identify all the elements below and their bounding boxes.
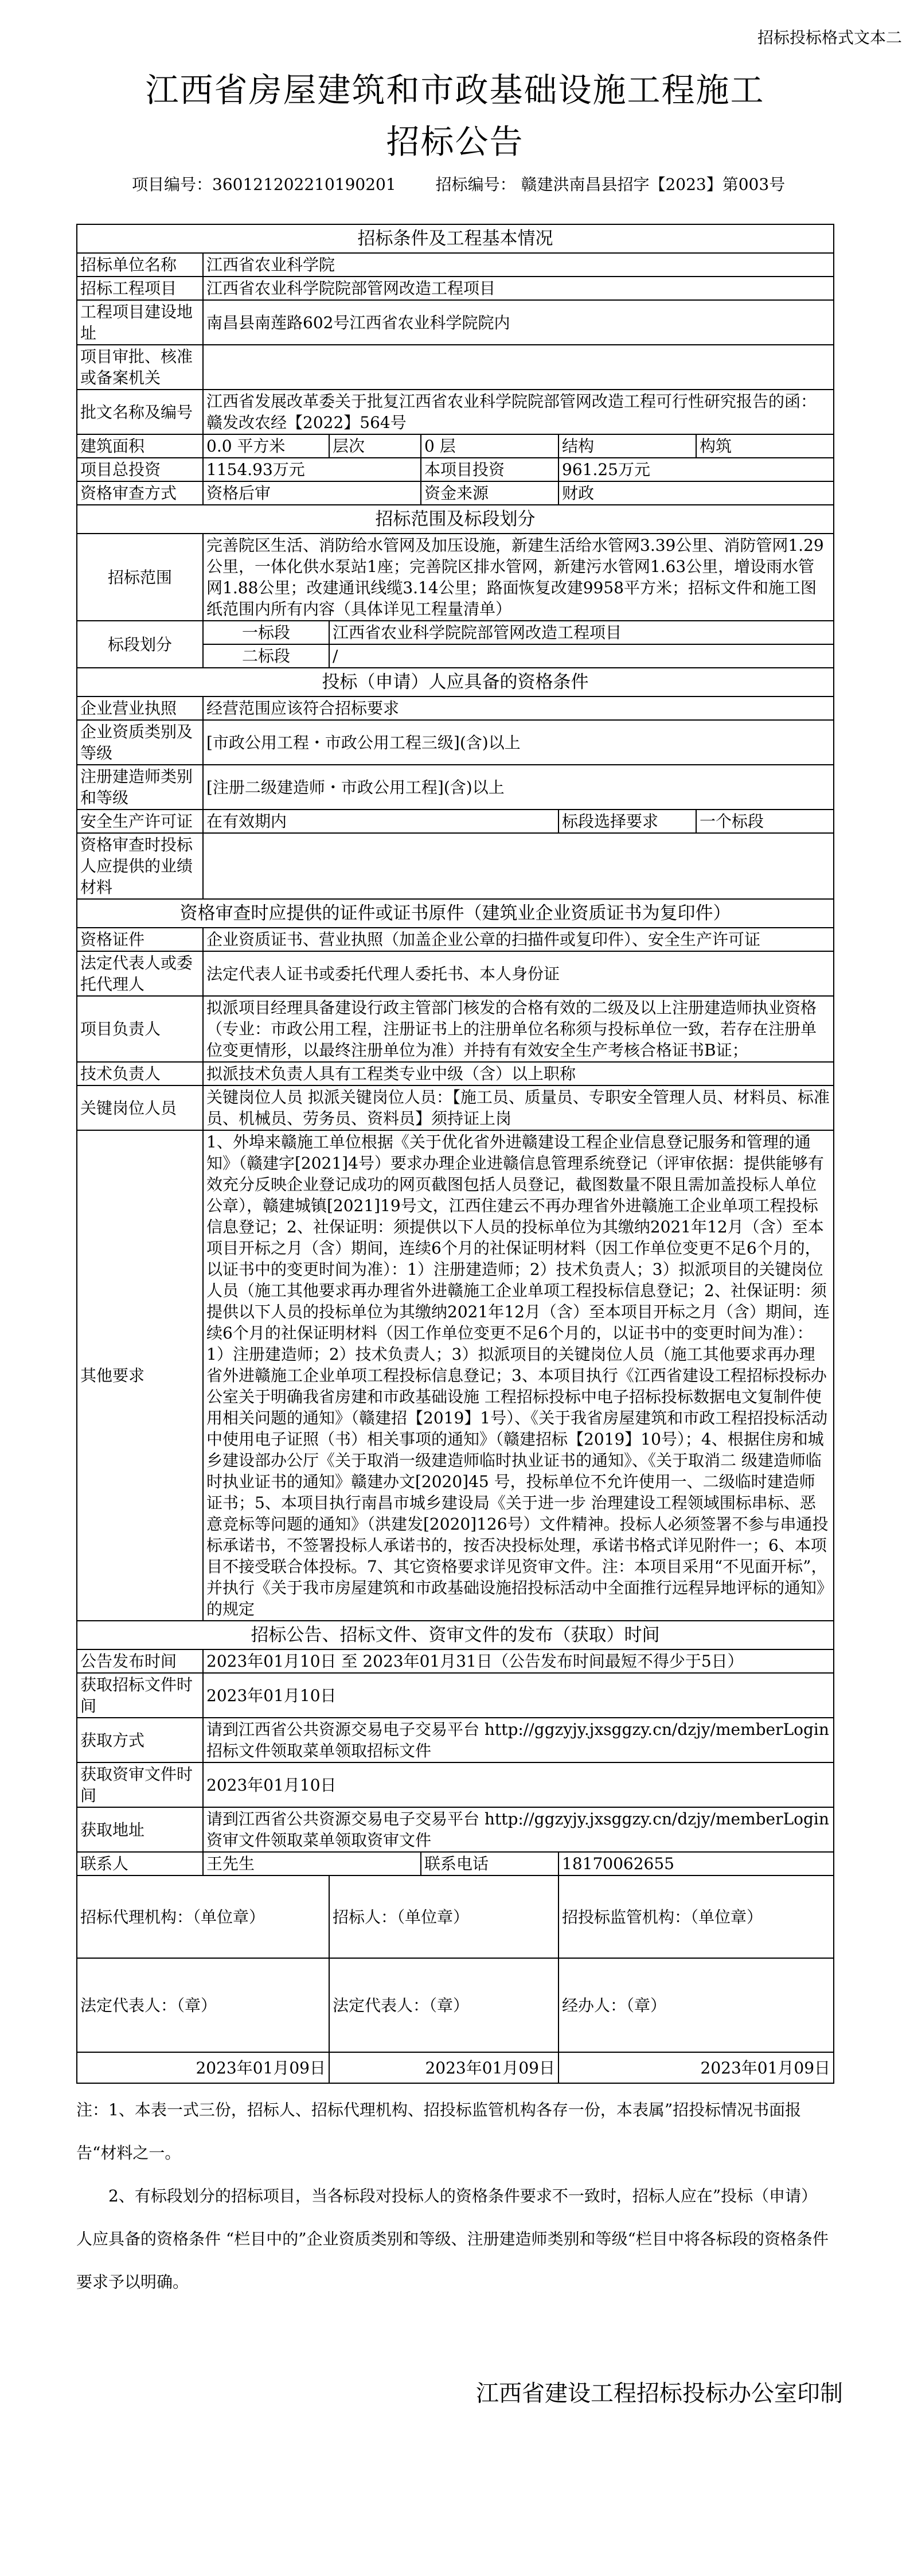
value: 法定代表人证书或委托代理人委托书、本人身份证: [203, 951, 834, 996]
meta-line: [132, 172, 819, 195]
label: 安全生产许可证: [77, 810, 203, 833]
value: 关键岗位人员 拟派关键岗位人员：【施工员、质量员、专职安全管理人员、材料员、标准员、机械员、劳务员、资料员】须持证上岗: [203, 1085, 834, 1130]
label: 工程项目建设地址: [77, 300, 203, 345]
label: 标段选择要求: [559, 810, 696, 833]
label: 获取方式: [77, 1718, 203, 1762]
label: 项目审批、核准或备案机关: [77, 345, 203, 390]
notice-table: [76, 224, 834, 2084]
value: 2023年01月10日: [203, 1762, 834, 1807]
label: 法定代表人或委托代理人: [77, 951, 203, 996]
value: 南昌县南莲路602号江西省农业科学院院内: [203, 300, 834, 345]
value: 拟派技术负责人具有工程类专业中级（含）以上职称: [203, 1062, 834, 1085]
value: 18170062655: [559, 1852, 834, 1875]
section-qualification: 投标（申请）人应具备的资格条件: [77, 668, 834, 696]
value: [203, 345, 834, 390]
label: 资格审查时投标人应提供的业绩材料: [77, 833, 203, 899]
value: 1、外埠来赣施工单位根据《关于优化省外进赣建设工程企业信息登记服务和管理的通知》（赣建字[2021]4号）要求办理企业进赣信息管理系统登记（评审依据：提供能够有效充分反映企业登记成功的网页截图包括人员登记，截图数量不限且需加盖投标人单位公章），赣建城镇[2021]19号文，江西住建云不再办理省外进赣施工企业单项工程投标信息登记；2、社保证明：须提供以下人员的投标单位为其缴纳2021年12月（含）至本项目开标之月（含）期间，连续6个月的社保证明材料（因工作单位变更不足6个月的，以证书中的变更时间为准）：1）注册建造师；2）技术负责人；3）拟派项目的关键岗位人员（施工其他要求再办理省外进赣施工企业单项工程投标信息登记；2、社保证明：须提供以下人员的投标单位为其缴纳2021年12月（含）至本项目开标之月（含）期间，连续6个月的社保证明材料（因工作单位变更不足6个月的，以证书中的变更时间为准）：1）注册建造师；2）技术负责人；3）拟派项目的关键岗位人员（施工其他要求再办理省外进赣施工企业单项工程投标信息登记；3、本项目执行《江西省建设工程招标投标办公室关于明确我省房建和市政基础设施 工程招标投标中电子招标投标数据电文复制件使用相关问题的通知》（赣建招【2019】1号）、《关于我省房屋建筑和市政工程招投标活动中使用电子证照（书）相关事项的通知》（赣建招标【2019】10号）；4、根据住房和城 乡建设部办公厅《关于取消一级建造师临时执业证书的通知》、《关于取消二 级建造师临时执业证书的通知》赣建办文[2020]45 号，投标单位不允许使用一、二级临时建造师证书；5、本项目执行南昌市城乡建设局《关于进一步 治理建设工程领域围标串标、恶意竞标等问题的通知》（洪建发[2020]126号）文件精神。投标人必须签署不参与串通投标承诺书，不签署投标人承诺书的，按否决投标处理，承诺书格式详见附件一；6、本项目不接受联合体投标。7、其它资格要求详见资审文件。注：本项目采用“不见面开标”，并执行《关于我市房屋建筑和市政基础设施招投标活动中全面推行远程异地评标的通知》的规定: [203, 1130, 834, 1621]
value: 江西省农业科学院院部管网改造工程项目: [203, 277, 834, 300]
label: 获取地址: [77, 1807, 203, 1852]
value: 企业资质证书、营业执照（加盖企业公章的扫描件或复印件）、安全生产许可证: [203, 928, 834, 951]
value: [市政公用工程・市政公用工程三级](含)以上: [203, 720, 834, 765]
signature-supervisor: 招投标监管机构：（单位章）: [559, 1875, 834, 1958]
section-release: 招标公告、招标文件、资审文件的发布（获取）时间: [77, 1621, 834, 1649]
signature-agent: 招标代理机构：（单位章）: [77, 1875, 329, 1958]
label: 注册建造师类别和等级: [77, 765, 203, 810]
lot-value: /: [329, 644, 834, 668]
label: 企业营业执照: [77, 696, 203, 720]
label: 联系电话: [421, 1852, 559, 1875]
label: 其他要求: [77, 1130, 203, 1621]
label: 层次: [329, 434, 421, 458]
signature-bidder: 招标人：（单位章）: [329, 1875, 559, 1958]
value: 江西省发展改革委关于批复江西省农业科学院院部管网改造工程可行性研究报告的函： 赣发改农经【2022】564号: [203, 390, 834, 434]
lot-label: 一标段: [203, 621, 329, 644]
value: 2023年01月10日 至 2023年01月31日（公告发布时间最短不得少于5日）: [203, 1649, 834, 1673]
value: 在有效期内: [203, 810, 559, 833]
label: 批文名称及编号: [77, 390, 203, 434]
label: 关键岗位人员: [77, 1085, 203, 1130]
doc-type-tag: 招标投标格式文本二: [757, 28, 902, 47]
label: 项目负责人: [77, 996, 203, 1062]
value: 一个标段: [696, 810, 834, 833]
label: 招标单位名称: [77, 253, 203, 277]
date-2: 2023年01月09日: [329, 2052, 559, 2083]
value: 请到江西省公共资源交易电子交易平台 http://ggzyjy.jxsggzy.cn/dzjy/memberLogin资审文件领取菜单领取资审文件: [203, 1807, 834, 1852]
label: 结构: [559, 434, 696, 458]
section-basic: 招标条件及工程基本情况: [77, 224, 834, 253]
lot-label: 二标段: [203, 644, 329, 668]
value: 王先生: [203, 1852, 421, 1875]
label: 联系人: [77, 1852, 203, 1875]
value: 资格后审: [203, 481, 421, 505]
date-1: 2023年01月09日: [77, 2052, 329, 2083]
label: 资格审查方式: [77, 481, 203, 505]
value: 完善院区生活、消防给水管网及加压设施，新建生活给水管网3.39公里、消防管网1.29公里，一体化供水泵站1座；完善院区排水管网，新建污水管网1.63公里，增设雨水管网1.88公里；改建通讯线缆3.14公里；路面恢复改建9958平方米；招标文件和施工图纸范围内所有内容（具体详见工程量清单）: [203, 534, 834, 621]
lot-value: 江西省农业科学院院部管网改造工程项目: [329, 621, 834, 644]
value: 拟派项目经理具备建设行政主管部门核发的合格有效的二级及以上注册建造师执业资格（专业：市政公用工程，注册证书上的注册单位名称须与投标单位一致，若存在注册单位变更情形，以最终注册单位为准）并持有有效安全生产考核合格证书B证；: [203, 996, 834, 1062]
value: 江西省农业科学院: [203, 253, 834, 277]
label: 建筑面积: [77, 434, 203, 458]
label: 项目总投资: [77, 458, 203, 481]
handler: 经办人：（章）: [559, 1958, 834, 2052]
value: 961.25万元: [559, 458, 834, 481]
notes: [76, 2088, 833, 2303]
printer-line: 江西省建设工程招标投标办公室印制: [476, 2380, 843, 2407]
bid-no: 招标编号： 赣建洪南昌县招字【2023】第003号: [435, 175, 786, 194]
label: 获取招标文件时间: [77, 1673, 203, 1718]
section-scope: 招标范围及标段划分: [77, 505, 834, 534]
value: 1154.93万元: [203, 458, 421, 481]
title-line2: 招标公告: [386, 122, 524, 161]
label: 招标工程项目: [77, 277, 203, 300]
value: [注册二级建造师・市政公用工程](含)以上: [203, 765, 834, 810]
label: 招标范围: [77, 534, 203, 621]
label: 技术负责人: [77, 1062, 203, 1085]
note-2: 2、有标段划分的招标项目，当各标段对投标人的资格条件要求不一致时，招标人应在”投标（申请）人应具备的资格条件 “栏目中的”企业资质类别和等级、注册建造师类别和等级“栏目中将各标段的资格条件要求予以明确。: [76, 2186, 829, 2291]
label: 资格证件: [77, 928, 203, 951]
value: 2023年01月10日: [203, 1673, 834, 1718]
label: 标段划分: [77, 621, 203, 668]
value: 经营范围应该符合招标要求: [203, 696, 834, 720]
rep-1: 法定代表人：（章）: [77, 1958, 329, 2052]
value: [203, 833, 834, 899]
project-no: 项目编号：360121202210190201: [132, 175, 396, 194]
rep-2: 法定代表人：（章）: [329, 1958, 559, 2052]
value: 0 层: [421, 434, 559, 458]
section-certificates: 资格审查时应提供的证件或证书原件（建筑业企业资质证书为复印件）: [77, 899, 834, 928]
value: 0.0 平方米: [203, 434, 329, 458]
value: 财政: [559, 481, 834, 505]
title-line1: 江西省房屋建筑和市政基础设施工程施工: [145, 71, 765, 110]
label: 获取资审文件时间: [77, 1762, 203, 1807]
note-1: 注：1、本表一式三份，招标人、招标代理机构、招投标监管机构各存一份，本表属”招投标情况书面报告“材料之一。: [76, 2100, 802, 2162]
date-3: 2023年01月09日: [559, 2052, 834, 2083]
label: 构筑: [696, 434, 834, 458]
label: 企业资质类别及等级: [77, 720, 203, 765]
value: 请到江西省公共资源交易电子交易平台 http://ggzyjy.jxsggzy.cn/dzjy/memberLogin招标文件领取菜单领取招标文件: [203, 1718, 834, 1762]
label: 资金来源: [421, 481, 559, 505]
label: 公告发布时间: [77, 1649, 203, 1673]
label: 本项目投资: [421, 458, 559, 481]
